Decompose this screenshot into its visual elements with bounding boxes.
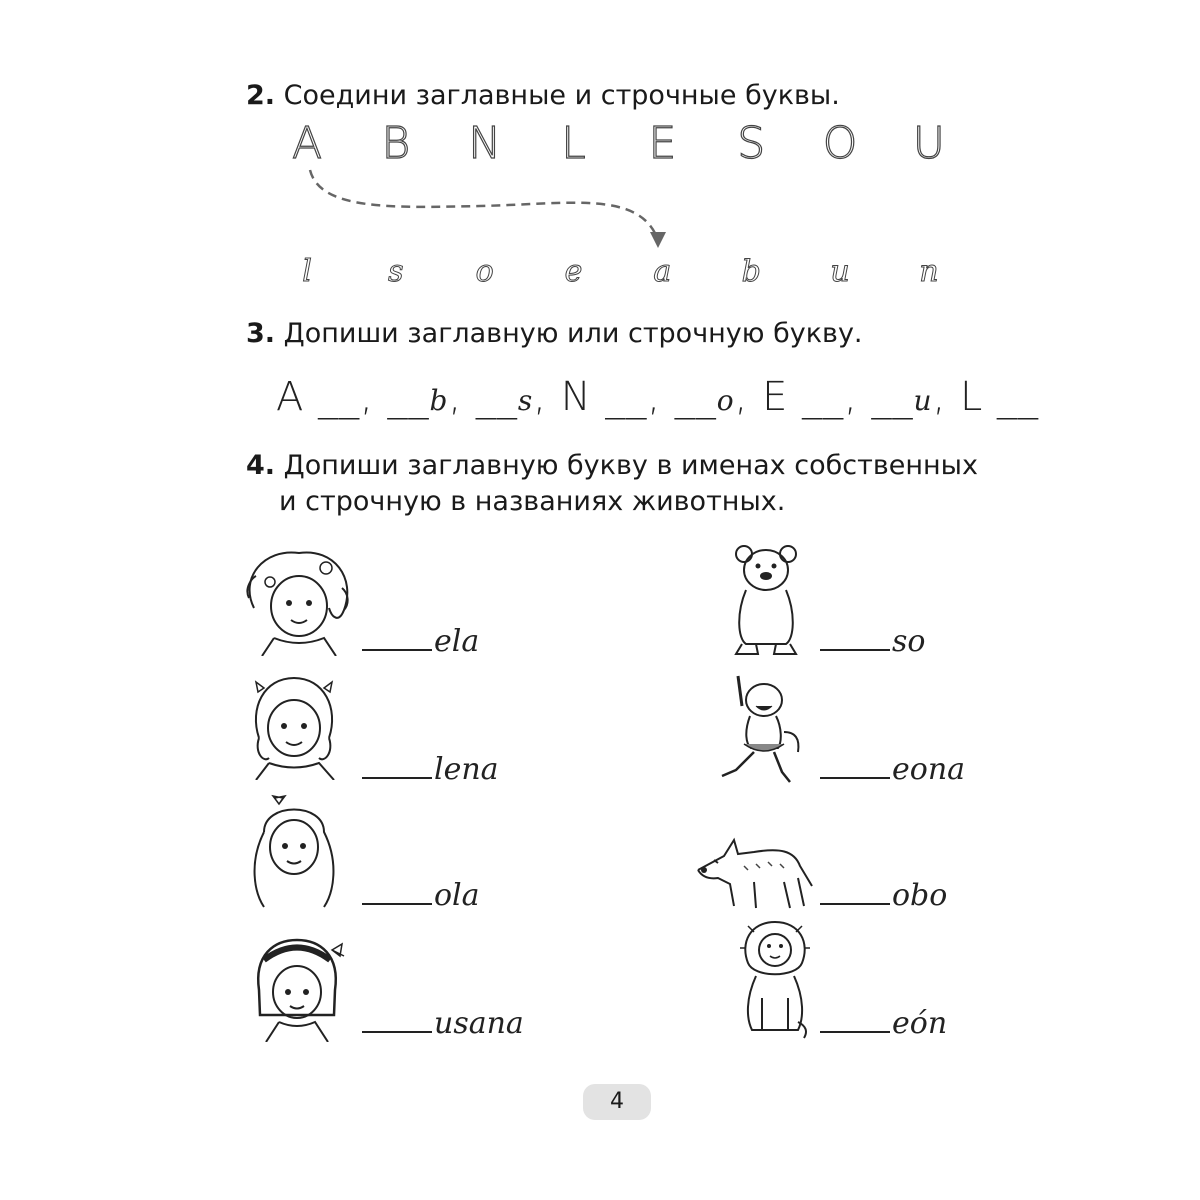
given-uppercase: L	[960, 374, 984, 420]
given-uppercase: E	[762, 374, 789, 420]
lowercase-letter[interactable]: l	[302, 254, 312, 289]
uppercase-letter[interactable]: E	[648, 118, 677, 169]
uppercase-letter[interactable]: O	[822, 118, 858, 169]
name-ending: ola	[434, 878, 480, 913]
animal-ending: so	[892, 624, 926, 659]
name-ending: usana	[434, 1006, 524, 1041]
animal-word	[820, 752, 965, 787]
uppercase-letter[interactable]: U	[912, 118, 946, 169]
given-uppercase: N	[560, 374, 592, 420]
lowercase-letter[interactable]: b	[741, 254, 761, 289]
girl-bow-hair-illustration	[244, 668, 344, 780]
blank-line[interactable]	[362, 902, 432, 905]
name-word	[362, 878, 480, 913]
uppercase-letter[interactable]: N	[468, 118, 502, 169]
blank-line[interactable]	[820, 1030, 890, 1033]
given-uppercase: A	[276, 374, 305, 420]
blank-line[interactable]	[820, 648, 890, 651]
animal-word	[820, 624, 925, 659]
girl-curly-hair-illustration	[244, 548, 354, 656]
blank-line[interactable]	[820, 776, 890, 779]
name-word	[362, 1006, 524, 1041]
animal-ending: obo	[892, 878, 948, 913]
task-number: 2.	[246, 80, 276, 111]
dashed-arrow-example	[280, 160, 700, 260]
given-lowercase: o	[716, 384, 735, 417]
bear-illustration	[726, 544, 806, 656]
task-number: 4.	[246, 450, 276, 481]
blank-line[interactable]	[820, 902, 890, 905]
uppercase-letter[interactable]: B	[381, 118, 411, 169]
girl-headband-illustration	[244, 930, 350, 1042]
lion-illustration	[740, 918, 810, 1042]
task-text: Допиши заглавную или строчную букву.	[283, 318, 863, 349]
name-word	[362, 624, 479, 659]
wolf-illustration	[694, 836, 814, 912]
animal-word	[820, 1006, 947, 1041]
blank-line[interactable]	[362, 648, 432, 651]
given-lowercase: b	[429, 384, 449, 417]
name-word	[362, 752, 499, 787]
lowercase-letter[interactable]: n	[919, 254, 939, 289]
animal-word	[820, 878, 947, 913]
uppercase-letter[interactable]: S	[737, 118, 766, 169]
uppercase-letter[interactable]: A	[291, 118, 323, 169]
task-text: Соедини заглавные и строчные буквы.	[283, 80, 840, 111]
uppercase-letter[interactable]: L	[561, 118, 586, 169]
letter-fill-row: A __, __b, __s, N __, __o, E __, __u, L __	[276, 374, 1040, 420]
lowercase-letter[interactable]: s	[388, 254, 404, 289]
blank-line[interactable]	[362, 1030, 432, 1033]
name-ending: ela	[434, 624, 480, 659]
girl-long-hair-illustration	[244, 792, 344, 910]
task-2-heading	[246, 78, 840, 114]
lowercase-letter[interactable]: e	[564, 254, 583, 289]
task-text-line2: и строчную в названиях животных.	[279, 486, 786, 517]
page-number: 4	[583, 1084, 651, 1120]
lowercase-letter[interactable]: a	[653, 254, 672, 289]
task-4-heading	[246, 448, 998, 520]
lowercase-letter[interactable]: o	[475, 254, 494, 289]
dancing-lion-cub-illustration	[716, 672, 806, 790]
lowercase-letter-row	[268, 254, 968, 289]
lowercase-letter[interactable]: u	[830, 254, 850, 289]
given-lowercase: u	[913, 384, 933, 417]
animal-ending: eona	[892, 752, 966, 787]
task-text-line1: Допиши заглавную букву в именах собственных	[283, 450, 978, 481]
task-number: 3.	[246, 318, 276, 349]
blank-line[interactable]	[362, 776, 432, 779]
task-3-heading	[246, 316, 863, 352]
given-lowercase: s	[517, 384, 534, 417]
animal-ending: eón	[892, 1006, 948, 1041]
name-ending: lena	[434, 752, 499, 787]
